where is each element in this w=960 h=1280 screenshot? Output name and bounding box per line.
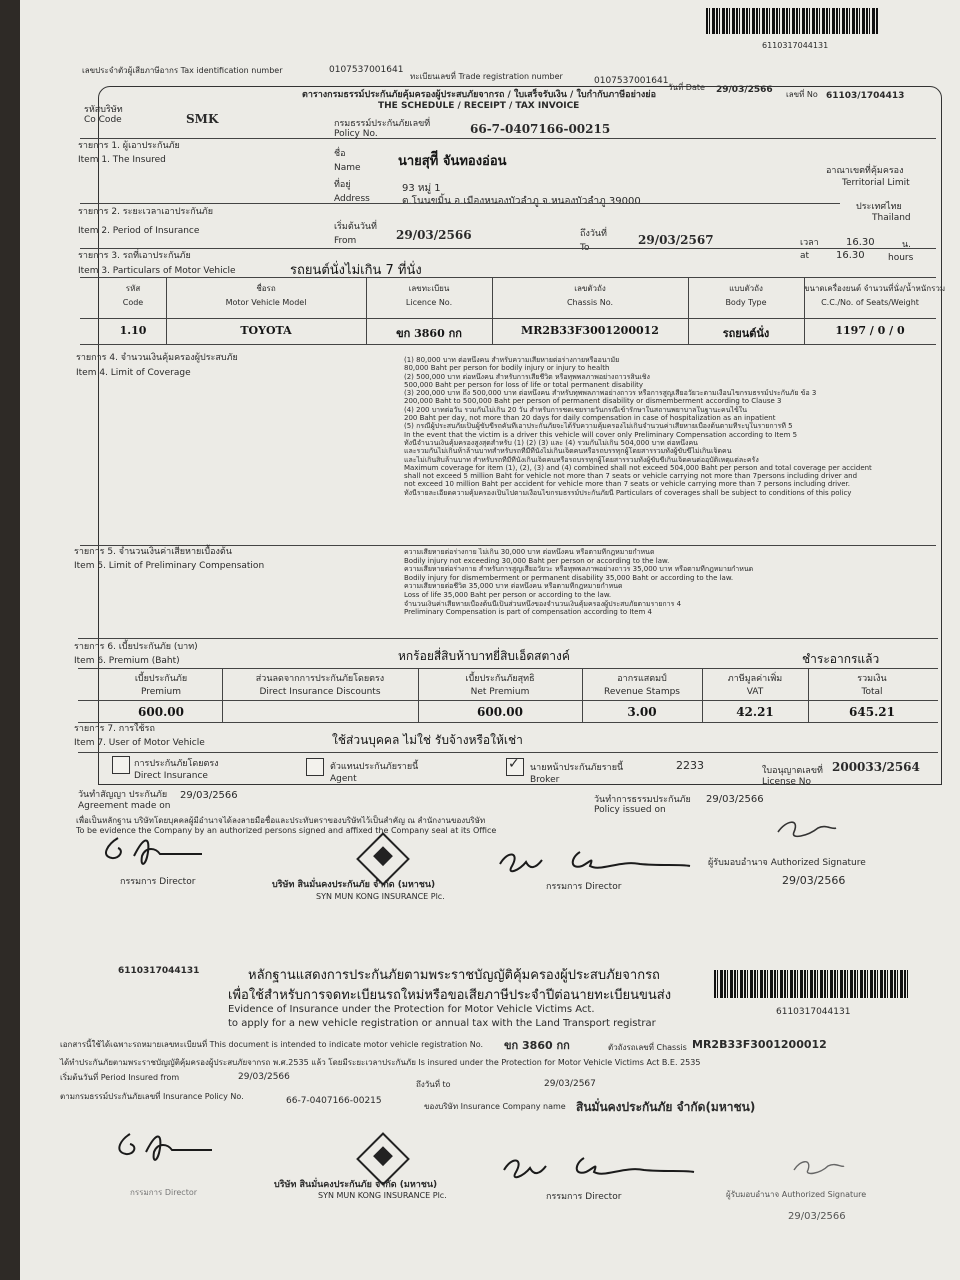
agent-checkbox [306, 758, 324, 776]
company-name-th: บริษัท สินมั่นคงประกันภัย จำกัด (มหาชน) [272, 880, 436, 890]
item2-label-en: Item 2. Period of Insurance [78, 226, 200, 236]
coverage-line: (1) 80,000 บาท ต่อหนึ่งคน สำหรับความเสียหายต่อร่างกายหรืออนามัย [404, 356, 620, 364]
stub-barcode [714, 970, 910, 998]
vehicle-col-header-en: Chassis No. [566, 298, 614, 307]
period-to: 29/03/2567 [638, 233, 714, 247]
vehicle-cell: รถยนต์นั่ง [722, 327, 770, 340]
address-line2: ต.โนนขมิ้น อ.เมืองหนองบัวลำภู จ.หนองบัวลำภู 39000 [402, 196, 641, 207]
vehicle-use: ใช้ส่วนบุคคล ไม่ใช่ รับจ้างหรือให้เช่า [332, 733, 523, 747]
stub-registration-label: เอกสารนี้ใช้ได้เฉพาะรถหมายเลขทะเบียนที่ This document is intended to indicate motor vehicle registration No. [60, 1040, 484, 1049]
vehicle-col-header-en: Body Type [725, 298, 767, 307]
time-value-1: 16.30 [846, 237, 875, 248]
premium-col-header-th: รวมเงิน [857, 674, 887, 684]
director-signature-left [94, 830, 224, 870]
period-from: 29/03/2566 [396, 228, 472, 242]
evidence-th: เพื่อเป็นหลักฐาน บริษัทโดยบุคคลผู้มีอำนาจได้ลงลายมือชื่อและประทับตราของบริษัทไว้เป็นสำคัญ ณ สำนักงานของบริษัท [76, 816, 486, 825]
vehicle-col-divider [366, 277, 367, 344]
preliminary-line: จำนวนเงินค่าเสียหายเบื้องต้นนี้เป็นส่วนหนึ่งของจำนวนเงินคุ้มครองผู้ประสบภัยตามรายการ 4 [404, 599, 682, 608]
territory-value-en: Thailand [872, 213, 911, 223]
from-label-th: เริ่มต้นวันที่ [334, 222, 377, 232]
co-code-label-en: Co Code [84, 115, 122, 125]
stub-authorized-date: 29/03/2566 [788, 1211, 846, 1222]
stub-company-name-th: บริษัท สินมั่นคงประกันภัย จำกัด (มหาชน) [274, 1180, 438, 1190]
premium-col-divider [702, 668, 703, 722]
company-name-en: SYN MUN KONG INSURANCE Plc. [316, 892, 445, 901]
from-label-en: From [334, 236, 357, 246]
agent-label-en: Agent [330, 774, 357, 784]
broker-check-mark-icon: ✓ [508, 756, 520, 772]
vehicle-cell: 1.10 [119, 324, 147, 337]
premium-in-words: หกร้อยสี่สิบห้าบาทยี่สิบเอ็ดสตางค์ [398, 649, 570, 663]
item6-label-th: รายการ 6. เบี้ยประกันภัย (บาท) [74, 642, 198, 652]
premium-col-header-th: ภาษีมูลค่าเพิ่ม [727, 674, 783, 684]
territory-value-th: ประเทศไทย [856, 202, 902, 212]
preliminary-line: ความเสียหายต่อร่างกาย ไม่เกิน 30,000 บาท ต่อหนึ่งคน หรือตามที่กฎหมายกำหนด [404, 548, 655, 556]
premium-col-header-en: Total [861, 687, 883, 697]
territory-label-en: Territorial Limit [842, 178, 910, 188]
date-value: 29/03/2566 [716, 85, 773, 95]
top-barcode-number: 6110317044131 [762, 41, 829, 50]
license-label-en: License No [762, 777, 812, 787]
premium-col-header-en: Premium [140, 687, 182, 697]
director-signature-right [490, 842, 700, 882]
item2-label-th: รายการ 2. ระยะเวลาเอาประกันภัย [78, 207, 214, 217]
coverage-line: และไม่เกินสิบล้านบาท สำหรับรถที่มีที่นั่งเกินเจ็ดคนหรือรถบรรทุกผู้โดยสารรวมทั้งผู้ขับขี่เกินเจ็ดคนต่ออุบัติเหตุแต่ละครั้ง [404, 455, 759, 464]
address-line1: 93 หมู่ 1 [402, 183, 441, 194]
agreement-label-en: Agreement made on [78, 801, 171, 811]
broker-checkbox [506, 758, 524, 776]
stub-company-label: ของบริษัท Insurance Company name [424, 1102, 566, 1111]
item6-label-en: Item 6. Premium (Baht) [74, 656, 180, 666]
premium-cell: 645.21 [849, 705, 895, 719]
coverage-line: 200,000 Baht to 500,000 Baht per person of permanent disability or dismemberment according to Clause 3 [404, 397, 782, 406]
preliminary-line: Bodily injury for dismemberment or permanent disability 35,000 Baht or according to the law. [404, 573, 734, 582]
stub-registration-number: ขก 3860 กก [504, 1039, 570, 1052]
coverage-line: ทั้งนี้จำนวนเงินคุ้มครองสูงสุดสำหรับ (1) (2) (3) และ (4) รวมกันไม่เกิน 504,000 บาท ต่อหนึ่งคน [404, 438, 698, 447]
director-label-left: กรรมการ Director [120, 877, 196, 887]
agent-label-th: ตัวแทนประกันภัยรายนี้ [330, 762, 419, 772]
stub-company-logo-icon [356, 1132, 410, 1186]
authorized-signature-mark [772, 812, 842, 842]
stub-chassis: MR2B33F3001200012 [692, 1038, 827, 1051]
premium-col-divider [808, 668, 809, 722]
stub-act-line: ได้ทำประกันภัยตามพระราชบัญญัติคุ้มครองผู้ประสบภัยจากรถ พ.ศ.2535 แล้ว โดยมีระยะเวลาประกันภัย Is insured under the Protection for Motor Vehicle Victims Act B.E. 2535 [60, 1058, 701, 1067]
premium-cell: 42.21 [736, 705, 774, 719]
item3-label-th: รายการ 3. รถที่เอาประกันภัย [78, 251, 191, 261]
item4-label-th: รายการ 4. จำนวนเงินคุ้มครองผู้ประสบภัย [76, 353, 238, 363]
premium-col-header-en: Net Premium [470, 687, 530, 697]
vehicle-col-header-th: รหัส [125, 284, 141, 293]
license-label-th: ใบอนุญาตเลขที่ [762, 766, 823, 776]
premium-col-divider [418, 668, 419, 722]
coverage-line: 500,000 Baht per person for loss of life or total permanent disability [404, 380, 644, 389]
vehicle-col-divider [804, 277, 805, 344]
license-number: 200033/2564 [832, 760, 920, 774]
policy-number: 66-7-0407166-00215 [470, 122, 611, 136]
co-code-label-th: รหัสบริษัท [84, 105, 123, 115]
premium-col-divider [222, 668, 223, 722]
stub-from: 29/03/2566 [238, 1072, 290, 1082]
evidence-en: To be evidence the Company by an authorized persons signed and affixed the Company seal at its Office [76, 826, 497, 835]
coverage-line: (5) กรณีผู้ประสบภัยเป็นผู้ขับขี่รถคันที่เอาประกันภัยจะได้รับความคุ้มครองไม่เกินจำนวนค่าเสียหายเบื้องต้นตามที่ระบุในรายการที่ 5 [404, 422, 793, 431]
time-label-th: เวลา [800, 238, 819, 248]
stub-to: 29/03/2567 [544, 1079, 596, 1089]
coverage-line: และรวมกันไม่เกินห้าล้านบาทสำหรับรถที่มีที่นั่งไม่เกินเจ็ดคนหรือรถบรรทุกผู้โดยสารรวมทั้งผู้ขับขี่ไม่เกินเจ็ดคน [404, 447, 732, 456]
vehicle-cell: TOYOTA [240, 324, 292, 337]
co-code: SMK [186, 112, 219, 126]
time-unit-en: hours [888, 253, 914, 263]
policy-label-th: กรมธรรม์ประกันภัยเลขที่ [334, 119, 431, 129]
issued-label-en: Policy issued on [594, 805, 666, 815]
tax-id-label: เลขประจำตัวผู้เสียภาษีอากร Tax identification number [82, 66, 283, 75]
premium-cell: 600.00 [477, 705, 523, 719]
vehicle-col-header-th: แบบตัวถัง [729, 284, 763, 293]
direct-label-th: การประกันภัยโดยตรง [134, 759, 219, 769]
issued-label-th: วันทำการธรรมประกันภัย [594, 795, 691, 805]
to-label-en: To [580, 243, 590, 253]
director-label-right: กรรมการ Director [546, 882, 622, 892]
stub-title-th2: เพื่อใช้สำหรับการจดทะเบียนรถใหม่หรือขอเสียภาษีประจำปีต่อนายทะเบียนขนส่ง [228, 988, 672, 1003]
coverage-line: 80,000 Baht per person for bodily injury or injury to health [404, 364, 610, 373]
issued-date: 29/03/2566 [706, 794, 764, 805]
preliminary-line: Loss of life 35,000 Baht per person or according to the law. [404, 590, 612, 599]
item3-label-en: Item 3. Particulars of Motor Vehicle [78, 266, 236, 276]
broker-code: 2233 [676, 759, 704, 772]
direct-label-en: Direct Insurance [134, 771, 208, 781]
premium-col-divider [582, 668, 583, 722]
time-unit-th: น. [902, 240, 912, 250]
stub-director-label-left: กรรมการ Director [130, 1188, 198, 1197]
vehicle-col-header-th: เลขตัวถัง [574, 284, 606, 293]
vehicle-col-header-en: Code [122, 298, 144, 307]
item7-label-en: Item 7. User of Motor Vehicle [74, 738, 205, 748]
time-label-en: at [800, 251, 810, 261]
top-barcode [706, 8, 878, 34]
vehicle-col-divider [688, 277, 689, 344]
to-label-th: ถึงวันที่ [580, 229, 607, 239]
coverage-line: 200 Baht per day, not more than 20 days for daily compensation in case of hospitalization as an inpatient [404, 414, 776, 423]
preliminary-line: Preliminary Compensation is part of compensation according to Item 4 [404, 608, 652, 617]
stub-director-signature-left [108, 1126, 228, 1166]
preliminary-text [404, 548, 924, 617]
stub-policy-label: ตามกรมธรรม์ประกันภัยเลขที่ Insurance Policy No. [60, 1092, 244, 1101]
tax-id: 0107537001641 [329, 65, 404, 75]
preliminary-line: ความเสียหายต่อชีวิต 35,000 บาท ต่อหนึ่งคน หรือตามที่กฎหมายกำหนด [404, 582, 623, 591]
vehicle-col-header-th: ขนาดเครื่องยนต์ จำนวนที่นั่ง/น้ำหนักรวม [804, 284, 946, 293]
insured-name: นายสุทีี จันทองอ่อน [398, 154, 507, 169]
vehicle-col-divider [166, 277, 167, 344]
premium-col-header-en: Revenue Stamps [604, 687, 680, 697]
premium-col-header-th: ส่วนลดจากการประกันภัยโดยตรง [255, 674, 385, 684]
coverage-line: Maximum coverage for item (1), (2), (3) and (4) combined shall not exceed 504,000 Baht per person and total coverage per accident [404, 463, 872, 472]
vehicle-col-divider [492, 277, 493, 344]
vehicle-col-header-en: Motor Vehicle Model [225, 298, 307, 307]
stub-authorized-label: ผู้รับมอบอำนาจ Authorized Signature [726, 1190, 867, 1199]
stub-director-signature-right [494, 1148, 704, 1188]
premium-cell: 600.00 [138, 705, 184, 719]
stub-title-th1: หลักฐานแสดงการประกันภัยตามพระราชบัญญัติคุ้มครองผู้ประสบภัยจากรถ [248, 968, 660, 983]
coverage-line: shall not exceed 5 million Baht for vehicle not more than 7 seats or vehicle carrying not more than 7persons including driver and [404, 472, 858, 481]
coverage-text [404, 356, 910, 497]
coverage-line: (4) 200 บาทต่อวัน รวมกันไม่เกิน 20 วัน สำหรับการชดเชยรายวันกรณีเข้ารักษาในสถานพยาบาลในฐานะคนไข้ใน [404, 405, 747, 414]
broker-label-th: นายหน้าประกันภัยรายนี้ [530, 763, 624, 773]
authorized-date: 29/03/2566 [782, 874, 846, 887]
time-value-2: 16.30 [836, 250, 865, 261]
premium-cell: 3.00 [627, 705, 657, 719]
premium-col-header-th: เบี้ยประกันภัยสุทธิ [465, 674, 535, 684]
coverage-line: not exceed 10 million Baht per accident for vehicle more than 7 seats or vehicle carrying more than 7 persons including driver. [404, 480, 850, 489]
direct-insurance-checkbox [112, 756, 130, 774]
authorized-label: ผู้รับมอบอำนาจ Authorized Signature [708, 858, 866, 868]
stub-barcode-number-right: 6110317044131 [776, 1007, 851, 1017]
address-label-en: Address [334, 194, 370, 204]
item5-label-th: รายการ 5. จำนวนเงินค่าเสียหายเบื้องต้น [74, 547, 232, 557]
stub-title-en2: to apply for a new vehicle registration or annual tax with the Land Transport registrar [228, 1018, 656, 1029]
stub-from-label: เริ่มต้นวันที่ Period Insured from [60, 1073, 180, 1082]
trade-reg: 0107537001641 [594, 76, 669, 86]
stub-director-label-right: กรรมการ Director [546, 1192, 622, 1202]
premium-header-divider [78, 700, 938, 701]
item1-label-th: รายการ 1. ผู้เอาประกันภัย [78, 141, 180, 151]
premium-col-header-th: อากรแสตมป์ [617, 674, 667, 684]
premium-col-header-en: VAT [746, 687, 764, 697]
item1-label-en: Item 1. The Insured [78, 155, 166, 165]
vehicle-col-header-en: C.C./No. of Seats/Weight [821, 298, 919, 307]
preliminary-line: Bodily injury not exceeding 30,000 Baht per person or according to the law. [404, 556, 670, 565]
territory-label-th: อาณาเขตที่คุ้มครอง [826, 166, 904, 176]
vehicle-header-divider [80, 318, 936, 319]
agreement-label-th: วันทำสัญญา ประกันภัย [78, 790, 168, 800]
stub-authorized-signature-mark [788, 1152, 848, 1178]
trade-reg-label: ทะเบียนเลขที่ Trade registration number [410, 72, 563, 81]
agreement-date: 29/03/2566 [180, 790, 238, 801]
premium-col-header-th: เบี้ยประกันภัย [134, 674, 188, 684]
vehicle-cell: ขก 3860 กก [396, 327, 462, 340]
vehicle-cell: 1197 / 0 / 0 [835, 324, 905, 337]
coverage-line: (2) 500,000 บาท ต่อหนึ่งคน สำหรับการเสียชีวิต หรือทุพพลภาพอย่างถาวรสิ้นเชิง [404, 372, 650, 381]
title-th: ตารางกรมธรรม์ประกันภัยคุ้มครองผู้ประสบภัยจากรถ / ใบเสร็จรับเงิน / ใบกำกับภาษีอย่างย่อ [302, 90, 656, 100]
item4-label-en: Item 4. Limit of Coverage [76, 368, 191, 378]
vehicle-type: รถยนต์นั่งไม่เกิน 7 ที่นั่ง [290, 263, 422, 278]
policy-label-en: Policy No. [334, 129, 378, 139]
document-sheet [20, 0, 960, 1280]
title-en: THE SCHEDULE / RECEIPT / TAX INVOICE [378, 101, 580, 111]
stub-chassis-label: ตัวถังรถเลขที่ Chassis [608, 1043, 687, 1052]
company-logo-icon [356, 832, 410, 886]
stub-to-label: ถึงวันที่ to [416, 1080, 451, 1089]
address-label-th: ที่อยู่ [334, 180, 351, 190]
no-value: 61103/1704413 [826, 91, 905, 101]
item7-label-th: รายการ 7. การใช้รถ [74, 724, 155, 734]
coverage-line: In the event that the victim is a driver this vehicle will cover only Preliminary Compensation according to Item 5 [404, 430, 798, 439]
coverage-line: ทั้งนี้รายละเอียดความคุ้มครองเป็นไปตามเงื่อนไขกรมธรรม์ประกันภัยนี้ Particulars of coverages shall be subject to conditions of this policy [404, 488, 852, 497]
no-label: เลขที่ No [786, 90, 818, 99]
stub-title-en1: Evidence of Insurance under the Protection for Motor Vehicle Victims Act. [228, 1004, 595, 1015]
name-label-en: Name [334, 163, 361, 173]
premium-col-header-en: Direct Insurance Discounts [259, 687, 381, 697]
stub-company-name-en: SYN MUN KONG INSURANCE Plc. [318, 1191, 447, 1200]
stub-policy: 66-7-0407166-00215 [286, 1096, 382, 1106]
preliminary-line: ความเสียหายต่อร่างกาย สำหรับการสูญเสียอวัยวะ หรือทุพพลภาพอย่างถาวร 35,000 บาท หรือตามที่กฎหมายกำหนด [404, 565, 754, 574]
vehicle-cell: MR2B33F3001200012 [521, 324, 659, 337]
stub-barcode-number-left: 6110317044131 [118, 966, 200, 976]
vehicle-col-header-en: Licence No. [405, 298, 453, 307]
stamp-duty-paid: ชำระอากรแล้ว [802, 652, 880, 666]
broker-label-en: Broker [530, 775, 560, 785]
item5-label-en: Item 5. Limit of Preliminary Compensation [74, 561, 265, 571]
stub-company: สินมั่นคงประกันภัย จำกัด(มหาชน) [576, 1100, 756, 1114]
vehicle-col-header-th: ชื่อรถ [256, 284, 276, 293]
vehicle-bottom-divider [80, 344, 936, 345]
name-label-th: ชื่อ [334, 149, 346, 159]
vehicle-col-header-th: เลขทะเบียน [408, 284, 450, 293]
date-label: วันที่ Date [668, 83, 705, 92]
coverage-line: (3) 200,000 บาท ถึง 500,000 บาท ต่อหนึ่งคน สำหรับทุพพลภาพอย่างถาวร หรือการสูญเสียอวัยวะตามเงื่อนไขกรมธรรม์ประกันภัย ข้อ 3 [404, 389, 817, 398]
